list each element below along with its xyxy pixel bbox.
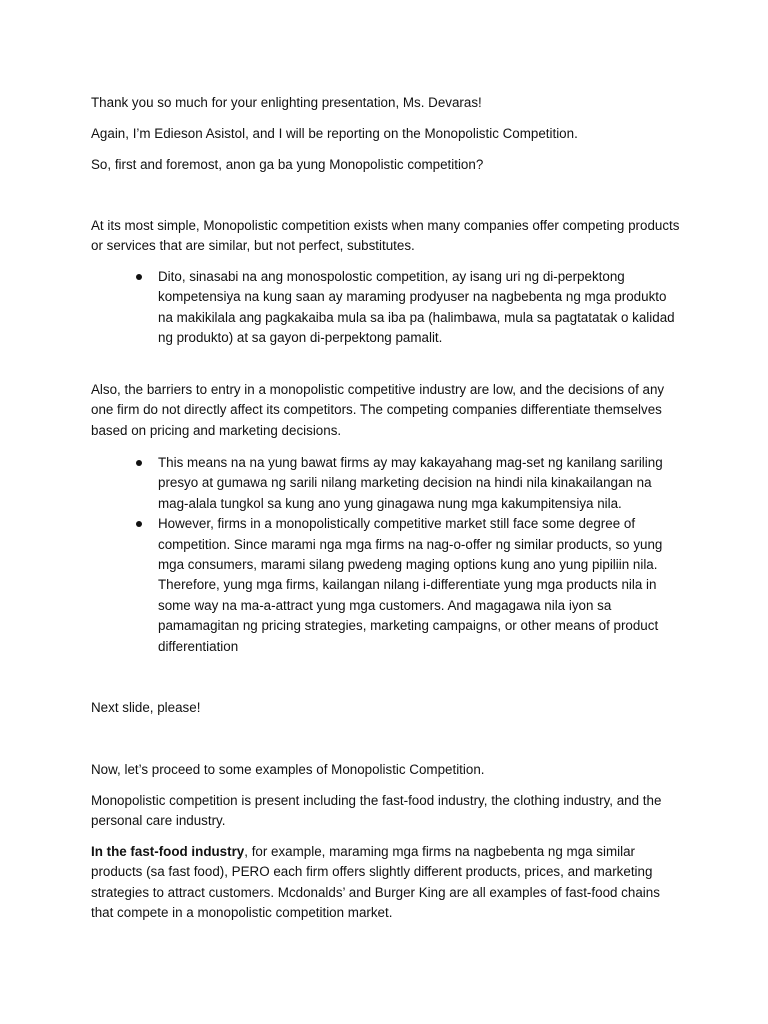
paragraph-question: So, first and foremost, anon ga ba yung Monopolistic competition? <box>91 157 484 172</box>
list-item <box>158 267 683 349</box>
list-item <box>158 514 683 657</box>
fast-food-heading: In the fast-food industry <box>91 844 245 859</box>
bullet-icon <box>136 521 142 527</box>
fast-food-text: , for example, maraming mga firms na nagbebenta ng mga similar products (sa fast food), PERO each firm offers slightly different products, prices, and marketing strategies to attract customers. Mcdonalds’ and Burger King are all examples of fast-food chains that compete in a monopolistic competition market. <box>91 844 660 921</box>
bullet-icon <box>136 274 142 280</box>
list-item <box>158 453 683 514</box>
bullet-icon <box>136 460 142 466</box>
paragraph-fast-food <box>91 842 681 924</box>
list-item-text: Dito, sinasabi na ang monospolostic competition, ay isang uri ng di-perpektong kompetensiya na kung saan ay maraming prodyuser na nagbebenta ng mga produkto na makikilala ang pagkakaiba mula sa iba pa (halimbawa, mula sa pagtatatak o kalidad ng produkto) at sa gayon di-perpektong pamalit. <box>158 269 675 346</box>
paragraph-thank-you: Thank you so much for your enlighting presentation, Ms. Devaras! <box>91 95 482 110</box>
list-item-text: This means na na yung bawat firms ay may kakayahang mag-set ng kanilang sariling presyo at gumawa ng sarili nilang marketing decision na hindi nila kinakailangan na mag-alala tungkol sa kung ano yung ginagawa nung mga kakumpitensiya nila. <box>158 455 663 511</box>
paragraph-definition: At its most simple, Monopolistic competition exists when many companies offer competing products or services that are similar, but not perfect, substitutes. <box>91 218 680 254</box>
bullet-list-definition <box>158 267 683 349</box>
list-item-text: However, firms in a monopolistically competitive market still face some degree of competition. Since marami nga mga firms na nag-o-offer ng similar products, so yung mga consumers, marami silang pwedeng maging options kung ano yung pipiliin nila. Therefore, yung mga firms, kailangan nilang i-differentiate yung mga products nila in some way na ma-a-attract yung mga customers. And magagawa nila iyon sa pamamagitan ng pricing strategies, marketing campaigns, or other means of product differentiation <box>158 516 663 654</box>
paragraph-barriers: Also, the barriers to entry in a monopolistic competitive industry are low, and the decisions of any one firm do not directly affect its competitors. The competing companies differentiate themselves based on pricing and marketing decisions. <box>91 382 665 438</box>
paragraph-examples-intro: Now, let’s proceed to some examples of Monopolistic Competition. <box>91 762 485 777</box>
bullet-list-barriers <box>158 453 683 657</box>
paragraph-introduction: Again, I’m Edieson Asistol, and I will be reporting on the Monopolistic Competition. <box>91 126 578 141</box>
paragraph-next-slide: Next slide, please! <box>91 700 201 715</box>
paragraph-industries: Monopolistic competition is present including the fast-food industry, the clothing industry, and the personal care industry. <box>91 793 662 829</box>
